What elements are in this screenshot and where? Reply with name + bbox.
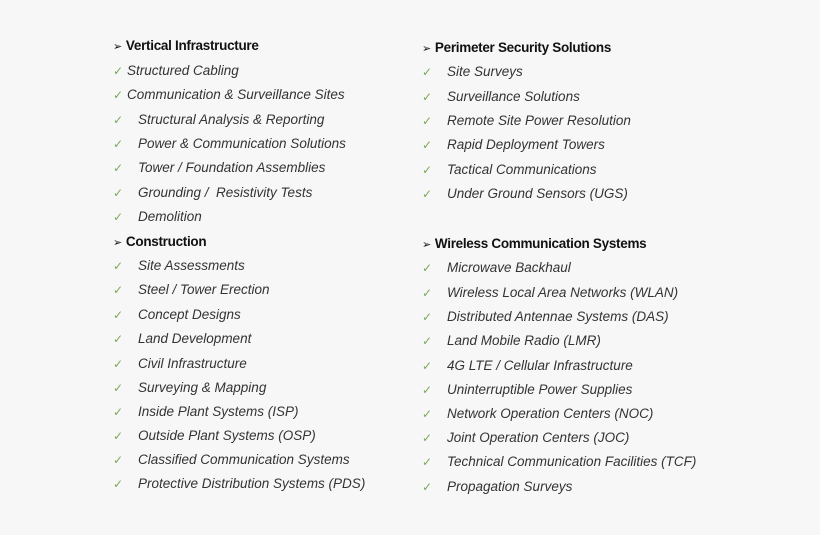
list-item: ✓ Civil Infrastructure (113, 356, 247, 371)
list-item: ✓ Rapid Deployment Towers (422, 137, 605, 152)
list-item: ✓ Power & Communication Solutions (113, 136, 346, 151)
list-item: ✓ Site Assessments (113, 258, 245, 273)
checkmark-icon: ✓ (422, 407, 433, 421)
checkmark-icon: ✓ (113, 161, 124, 175)
list-item: ✓ Tactical Communications (422, 162, 597, 177)
arrow-bullet-icon: ➢ (422, 43, 431, 55)
checkmark-icon: ✓ (422, 334, 433, 348)
list-item: ✓ Distributed Antennae Systems (DAS) (422, 309, 669, 324)
checkmark-icon: ✓ (113, 332, 124, 346)
list-item: ✓ Protective Distribution Systems (PDS) (113, 476, 366, 491)
list-item: ✓ Outside Plant Systems (OSP) (113, 428, 316, 443)
checkmark-icon: ✓ (113, 64, 124, 78)
list-item: ✓ Concept Designs (113, 307, 241, 322)
list-item: ✓ Surveying & Mapping (113, 380, 267, 395)
list-item: ✓ Remote Site Power Resolution (422, 113, 631, 128)
checkmark-icon: ✓ (422, 359, 433, 373)
arrow-bullet-icon: ➢ (113, 237, 122, 249)
section-heading-perimeter-security: ➢ Perimeter Security Solutions (422, 40, 612, 55)
checkmark-icon: ✓ (113, 259, 124, 273)
list-item: ✓ Site Surveys (422, 64, 523, 79)
list-item: ✓ Surveillance Solutions (422, 89, 580, 104)
section-heading-wireless-communication: ➢ Wireless Communication Systems (422, 236, 647, 251)
checkmark-icon: ✓ (422, 90, 433, 104)
checkmark-icon: ✓ (422, 114, 433, 128)
section-heading-vertical-infrastructure: ➢ Vertical Infrastructure (113, 38, 259, 53)
checkmark-icon: ✓ (113, 381, 124, 395)
checkmark-icon: ✓ (113, 283, 124, 297)
checkmark-icon: ✓ (113, 429, 124, 443)
checkmark-icon: ✓ (113, 357, 124, 371)
list-item: ✓ Network Operation Centers (NOC) (422, 406, 654, 421)
arrow-bullet-icon: ➢ (422, 239, 431, 251)
checkmark-icon: ✓ (422, 261, 433, 275)
checkmark-icon: ✓ (113, 405, 124, 419)
list-item: ✓ Joint Operation Centers (JOC) (422, 430, 630, 445)
section-heading-construction: ➢ Construction (113, 234, 207, 249)
checkmark-icon: ✓ (422, 286, 433, 300)
list-item: ✓ 4G LTE / Cellular Infrastructure (422, 358, 633, 373)
list-item: ✓ Under Ground Sensors (UGS) (422, 186, 628, 201)
list-item: ✓ Land Mobile Radio (LMR) (422, 333, 601, 348)
checkmark-icon: ✓ (422, 455, 433, 469)
checkmark-icon: ✓ (113, 137, 124, 151)
list-item: ✓ Classified Communication Systems (113, 452, 350, 467)
list-item: ✓ Grounding / Resistivity Tests (113, 185, 313, 200)
list-item: ✓ Demolition (113, 209, 202, 224)
list-item: ✓ Inside Plant Systems (ISP) (113, 404, 299, 419)
checkmark-icon: ✓ (113, 453, 124, 467)
list-item: ✓ Structured Cabling (113, 63, 239, 78)
checkmark-icon: ✓ (113, 186, 124, 200)
list-item: ✓ Wireless Local Area Networks (WLAN) (422, 285, 679, 300)
checkmark-icon: ✓ (113, 308, 124, 322)
checkmark-icon: ✓ (422, 138, 433, 152)
checkmark-icon: ✓ (422, 431, 433, 445)
list-item: ✓ Microwave Backhaul (422, 260, 571, 275)
list-item: ✓ Propagation Surveys (422, 479, 573, 494)
list-item: ✓ Technical Communication Facilities (TCF) (422, 454, 697, 469)
checkmark-icon: ✓ (422, 310, 433, 324)
checkmark-icon: ✓ (113, 210, 124, 224)
arrow-bullet-icon: ➢ (113, 41, 122, 53)
checkmark-icon: ✓ (113, 88, 124, 102)
checkmark-icon: ✓ (422, 383, 433, 397)
list-item: ✓ Land Development (113, 331, 252, 346)
list-item: ✓ Structural Analysis & Reporting (113, 112, 325, 127)
list-item: ✓ Communication & Surveillance Sites (113, 87, 345, 102)
checkmark-icon: ✓ (422, 163, 433, 177)
checkmark-icon: ✓ (113, 477, 124, 491)
list-item: ✓ Uninterruptible Power Supplies (422, 382, 633, 397)
list-item: ✓ Steel / Tower Erection (113, 282, 270, 297)
checkmark-icon: ✓ (422, 480, 433, 494)
checkmark-icon: ✓ (113, 113, 124, 127)
list-item: ✓ Tower / Foundation Assemblies (113, 160, 326, 175)
checkmark-icon: ✓ (422, 187, 433, 201)
checkmark-icon: ✓ (422, 65, 433, 79)
